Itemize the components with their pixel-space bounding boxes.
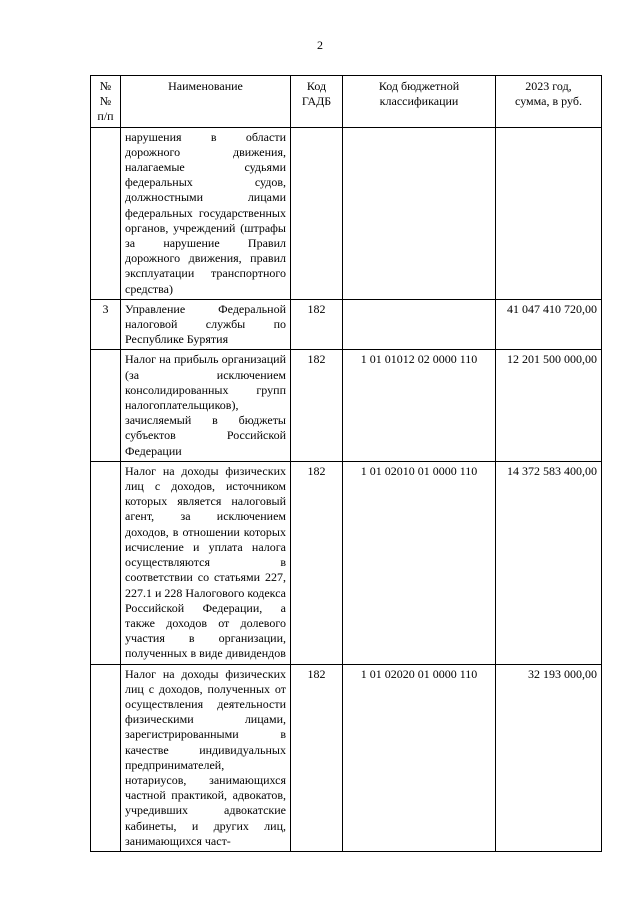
header-kbk [343, 76, 496, 128]
header-name-line-1: Наименование [168, 79, 243, 93]
row-sum: 14 372 583 400,00 [496, 461, 602, 664]
header-code-line-1: Код [306, 79, 327, 93]
row-code: 182 [291, 350, 343, 461]
row-kbk [343, 299, 496, 350]
row-code: 182 [291, 299, 343, 350]
row-name: нарушения в области дорожного движения, налагаемые судьями федеральных судов, должностными лицами федеральных государственных органов, учреждений (штрафы за нарушение Правил дорожного движения, правил эксплуатации транспортного средства) [121, 127, 291, 299]
header-sum [496, 76, 602, 128]
row-kbk: 1 01 01012 02 0000 110 [343, 350, 496, 461]
header-name [121, 76, 291, 128]
row-code: 182 [291, 461, 343, 664]
header-code [291, 76, 343, 128]
row-num [91, 127, 121, 299]
header-num-line-1: №№ [99, 79, 112, 109]
header-num [91, 76, 121, 128]
row-code [291, 127, 343, 299]
table-header-row [91, 76, 602, 128]
row-name: Налог на доходы физических лиц с доходов, источником которых является налоговый агент, за исключением доходов, в отношении которых исчисление и уплата налога осуществляются в соответствии со статьями 227, 227.1 и 228 Налогового кодекса Российской Федерации, а также доходов от долевого участия в организации, полученных в виде дивидендов [121, 461, 291, 664]
row-num [91, 461, 121, 664]
row-name: Налог на доходы физических лиц с доходов, полученных от осуществления деятельности физическими лицами, зарегистрированными в качестве индивидуальных предпринимателей, нотариусов, занимающихся частной практикой, адвокатов, учредивших адвокатские кабинеты, и других лиц, занимающихся част- [121, 664, 291, 851]
table-row [91, 299, 602, 350]
header-num-line-2: п/п [97, 109, 114, 124]
row-code: 182 [291, 664, 343, 851]
row-sum [496, 127, 602, 299]
table-row [91, 461, 602, 664]
row-sum: 12 201 500 000,00 [496, 350, 602, 461]
row-kbk: 1 01 02010 01 0000 110 [343, 461, 496, 664]
table-row [91, 127, 602, 299]
row-kbk [343, 127, 496, 299]
header-kbk-line-2: классификации [379, 94, 459, 109]
row-sum: 32 193 000,00 [496, 664, 602, 851]
row-kbk: 1 01 02020 01 0000 110 [343, 664, 496, 851]
row-name: Налог на прибыль организаций (за исключением консолидированных групп налогоплательщиков), зачисляемый в бюджеты субъектов Российской Федерации [121, 350, 291, 461]
header-kbk-line-1: Код бюджетной [378, 79, 460, 93]
table-row [91, 350, 602, 461]
header-sum-line-1: 2023 год, [525, 79, 572, 93]
row-num [91, 350, 121, 461]
page-number: 2 [317, 38, 323, 52]
header-code-line-2: ГАДБ [301, 94, 332, 109]
header-sum-line-2: сумма, в руб. [515, 94, 582, 109]
row-name: Управление Федеральной налоговой службы по Республике Бурятия [121, 299, 291, 350]
row-num [91, 664, 121, 851]
budget-table [90, 75, 602, 852]
row-num: 3 [91, 299, 121, 350]
row-sum: 41 047 410 720,00 [496, 299, 602, 350]
table-row [91, 664, 602, 851]
